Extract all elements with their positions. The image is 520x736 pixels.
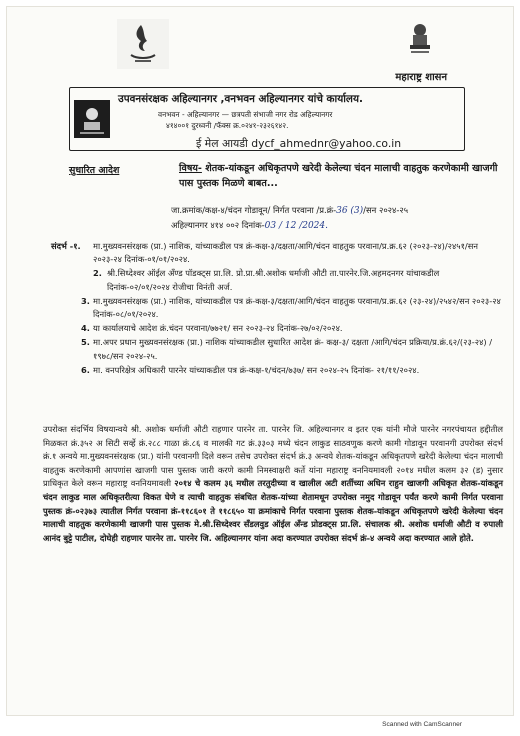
body-paragraph	[43, 423, 503, 545]
references-label	[51, 240, 81, 253]
government-label: महाराष्ट्र शासन	[395, 72, 447, 83]
scanner-watermark: Scanned with CamScanner	[382, 721, 462, 728]
ref-num: १.	[73, 241, 81, 251]
reference-number	[171, 205, 408, 216]
references-list	[51, 240, 503, 378]
date-handwritten: 03 / 12 /2024.	[264, 221, 328, 231]
ref-num: 3.	[81, 295, 90, 306]
subject-text: शेतक-यांकडून अधिकृतपणे खरेदी केलेल्या चंदन मालाची वाहतुक करणेकामी खाजगी पास पुस्तक मिळणे बाबत...	[179, 163, 498, 189]
reference-item	[51, 240, 503, 266]
department-logo-icon	[117, 19, 169, 69]
reference-item	[51, 364, 503, 377]
ref-no-handwritten: 36 (3)	[336, 206, 364, 216]
ref-text: मा.मुख्यवनसंरक्षक (प्रा.) नाशिक, यांच्याकडील पत्र क्रं-कक्ष-३/दक्षता/आगि/चंदन वाहतुक परवाना/प्र.क्र.६२ (२३-२४)/२५४२/सन २०२३-२४ दिनांक-०८/०१/२०२४.	[93, 295, 501, 320]
office-header-box	[69, 87, 465, 151]
document-page	[6, 6, 514, 716]
reference-item	[51, 267, 503, 293]
office-email: ई मेल आयडी dycf_ahmednr@yahoo.co.in	[196, 137, 402, 150]
ref-num: 6.	[81, 364, 90, 375]
reference-item	[51, 336, 503, 362]
body-text-bold: २०१४ चे कलम ३६ मधील तरतुदीच्या व खालील अटी शर्तीच्या अधिन राहुन खाजगी अधिकृत शेतक-यांकडून चंदन लाकुड माल अधिकृतरीत्या विकत घेणे व त्याची वाहतुक संबधित शेतक-यांच्या शेतामधून उपरोक्त नमुद गोडावून पर्यंत करणे कामी निर्गत परवाना पुस्तक क्रं-०२३७३ त्यातील निर्गत परवाना क्रं-११८६०१ ते ११८६५० या क्रमांकाचे निर्गत परवाना पुस्तक शेतक-यांकडून अधिकृतपणे खरेदी केलेल्या चंदन मालाची वाहतुक करणेकामी खाजगी पास पुस्तक मे.श्री.सिध्देश्वर सँडलवुड ऑईल अँन्ड प्रोडक्ट्स प्रा.लि. संचालक श्री. अशोक धर्माजी औटी व रुपाली आनंद बुट्टे पाटील, दोघेही राहणार पारनेर ता. पारनेर जि. अहिल्यानगर यांना अदा करण्यात उपरोक्त संदर्भ क्रं-४ अन्वये अदा करण्यात आले होते.	[43, 478, 503, 543]
ref-text: मा.मुख्यवनसंरक्षक (प्रा.) नाशिक, यांच्याकडील पत्र क्रं-कक्ष-३/दक्षता/आगि/चंदन वाहतुक परवाना/प्र.क्र.६२ (२०२३-२४)/२४५१/सन २०२३-२४ दिनांक-०१/०१/२०२४.	[93, 241, 478, 265]
ref-text: श्री.सिध्देश्वर ऑईल अँण्ड पॉडक्ट्स प्रा.लि. प्रो.प्रा.श्री.अशोक धर्माजी औटी ता.पारनेर.जि.अहमदनगर यांचाकडील दिनांक-०२/०१/२०२४ रोजीचा विनंती अर्ज.	[107, 268, 440, 292]
reference-item	[51, 295, 503, 321]
ref-label-text: संदर्भ -	[51, 241, 74, 251]
national-emblem-icon	[405, 21, 435, 57]
ref-num: 5.	[81, 337, 90, 348]
office-phone: ४१४००१ दुरध्वनी /फॅक्स क्र.०२४१-२३२६१४२.	[166, 121, 289, 130]
place-date	[171, 220, 328, 231]
ref-num: 2.	[93, 268, 102, 279]
forest-dept-badge-icon	[74, 100, 110, 138]
subject	[179, 161, 509, 191]
office-title: उपवनसंरक्षक अहिल्यानगर ,वनभवन अहिल्यानगर यांचे कार्यालय.	[118, 93, 363, 105]
reference-item	[51, 322, 503, 335]
subject-label: विषय-	[179, 163, 202, 174]
ref-text: मा.अपर प्रधान मुख्यवनसंरक्षक (प्रा.) नाशिक यांच्याकडील सुधारित आदेश क्रं- कक्ष-३/ दक्षता /आगि/चंदन प्रक्रिया/प्र.क्रं.६२/(२३-२४) /१९७८/सन २०२४-२५.	[93, 337, 493, 361]
ref-text: मा. वनपरिक्षेत्र अधिकारी पारनेर यांच्याकडील पत्र क्रं-कक्ष-१/चंदन/७३७/ सन २०२४-२५ दिनांक- २१/११/२०२४.	[93, 364, 420, 375]
place-date-prefix: अहिल्यानगर ४१४ ००२ दिनांक-	[171, 220, 265, 230]
ref-text: या कार्यालयाचे आदेश क्रं.चंदन परवाना/७७२१/ सन २०२३-२४ दिनांक-२७/०२/२०२४.	[93, 323, 343, 334]
ref-no-suffix: /सन २०२४-२५	[363, 205, 409, 215]
ref-num: 4.	[81, 323, 90, 334]
order-title: सुधारित आदेश	[69, 165, 120, 176]
office-address: वनभवन - अहिल्यानगर — छत्रपती संभाजी नगर रोड अहिल्यानगर	[158, 110, 333, 119]
ref-no-prefix: जा.क्रमांक/कक्ष-४/चंदन गोडावून/ निर्गत परवाना /प्र.क्रं-	[171, 205, 337, 215]
body-text: उपरोक्त संदर्भिय विषयान्वये श्री. अशोक धर्माजी औटी राहणार पारनेर ता. पारनेर जि. अहिल्यानगर व इतर एक यांनी मौजे पारनेर नगरपंचायत हद्दीतील मिळकत क्रं.३५२ अ सिटी सर्व्हे क्रं.२८८ गाळा क्रं.८६ व मालकी गट क्रं.३३०३ मध्ये चंदन लाकुड साठवणुक करणे कामी गोडावून परवानगी उपरोक्त संदर्भ क्रं.१ अन्वये मा.मुख्यवनसंरक्षक (प्रा.) यांनी परवानगी दिले वरून तसेच उपरोक्त संदर्भ क्रं.३ अन्वये शेतक-यांकडून अधिकृतपणे खरेदी केलेल्या चंदन मालाची वाहतुक करणेकामी आपणांस खाजगी पास पुस्तक जारी करणे कामी निमस्वाक्षरी कर्ते यांना महाराष्ट्र वननियमावली २०१४ मधील कलम ३२ (ड) नुसार प्राधिकृत केले वरून महाराष्ट्र वननियमावली	[43, 424, 503, 489]
